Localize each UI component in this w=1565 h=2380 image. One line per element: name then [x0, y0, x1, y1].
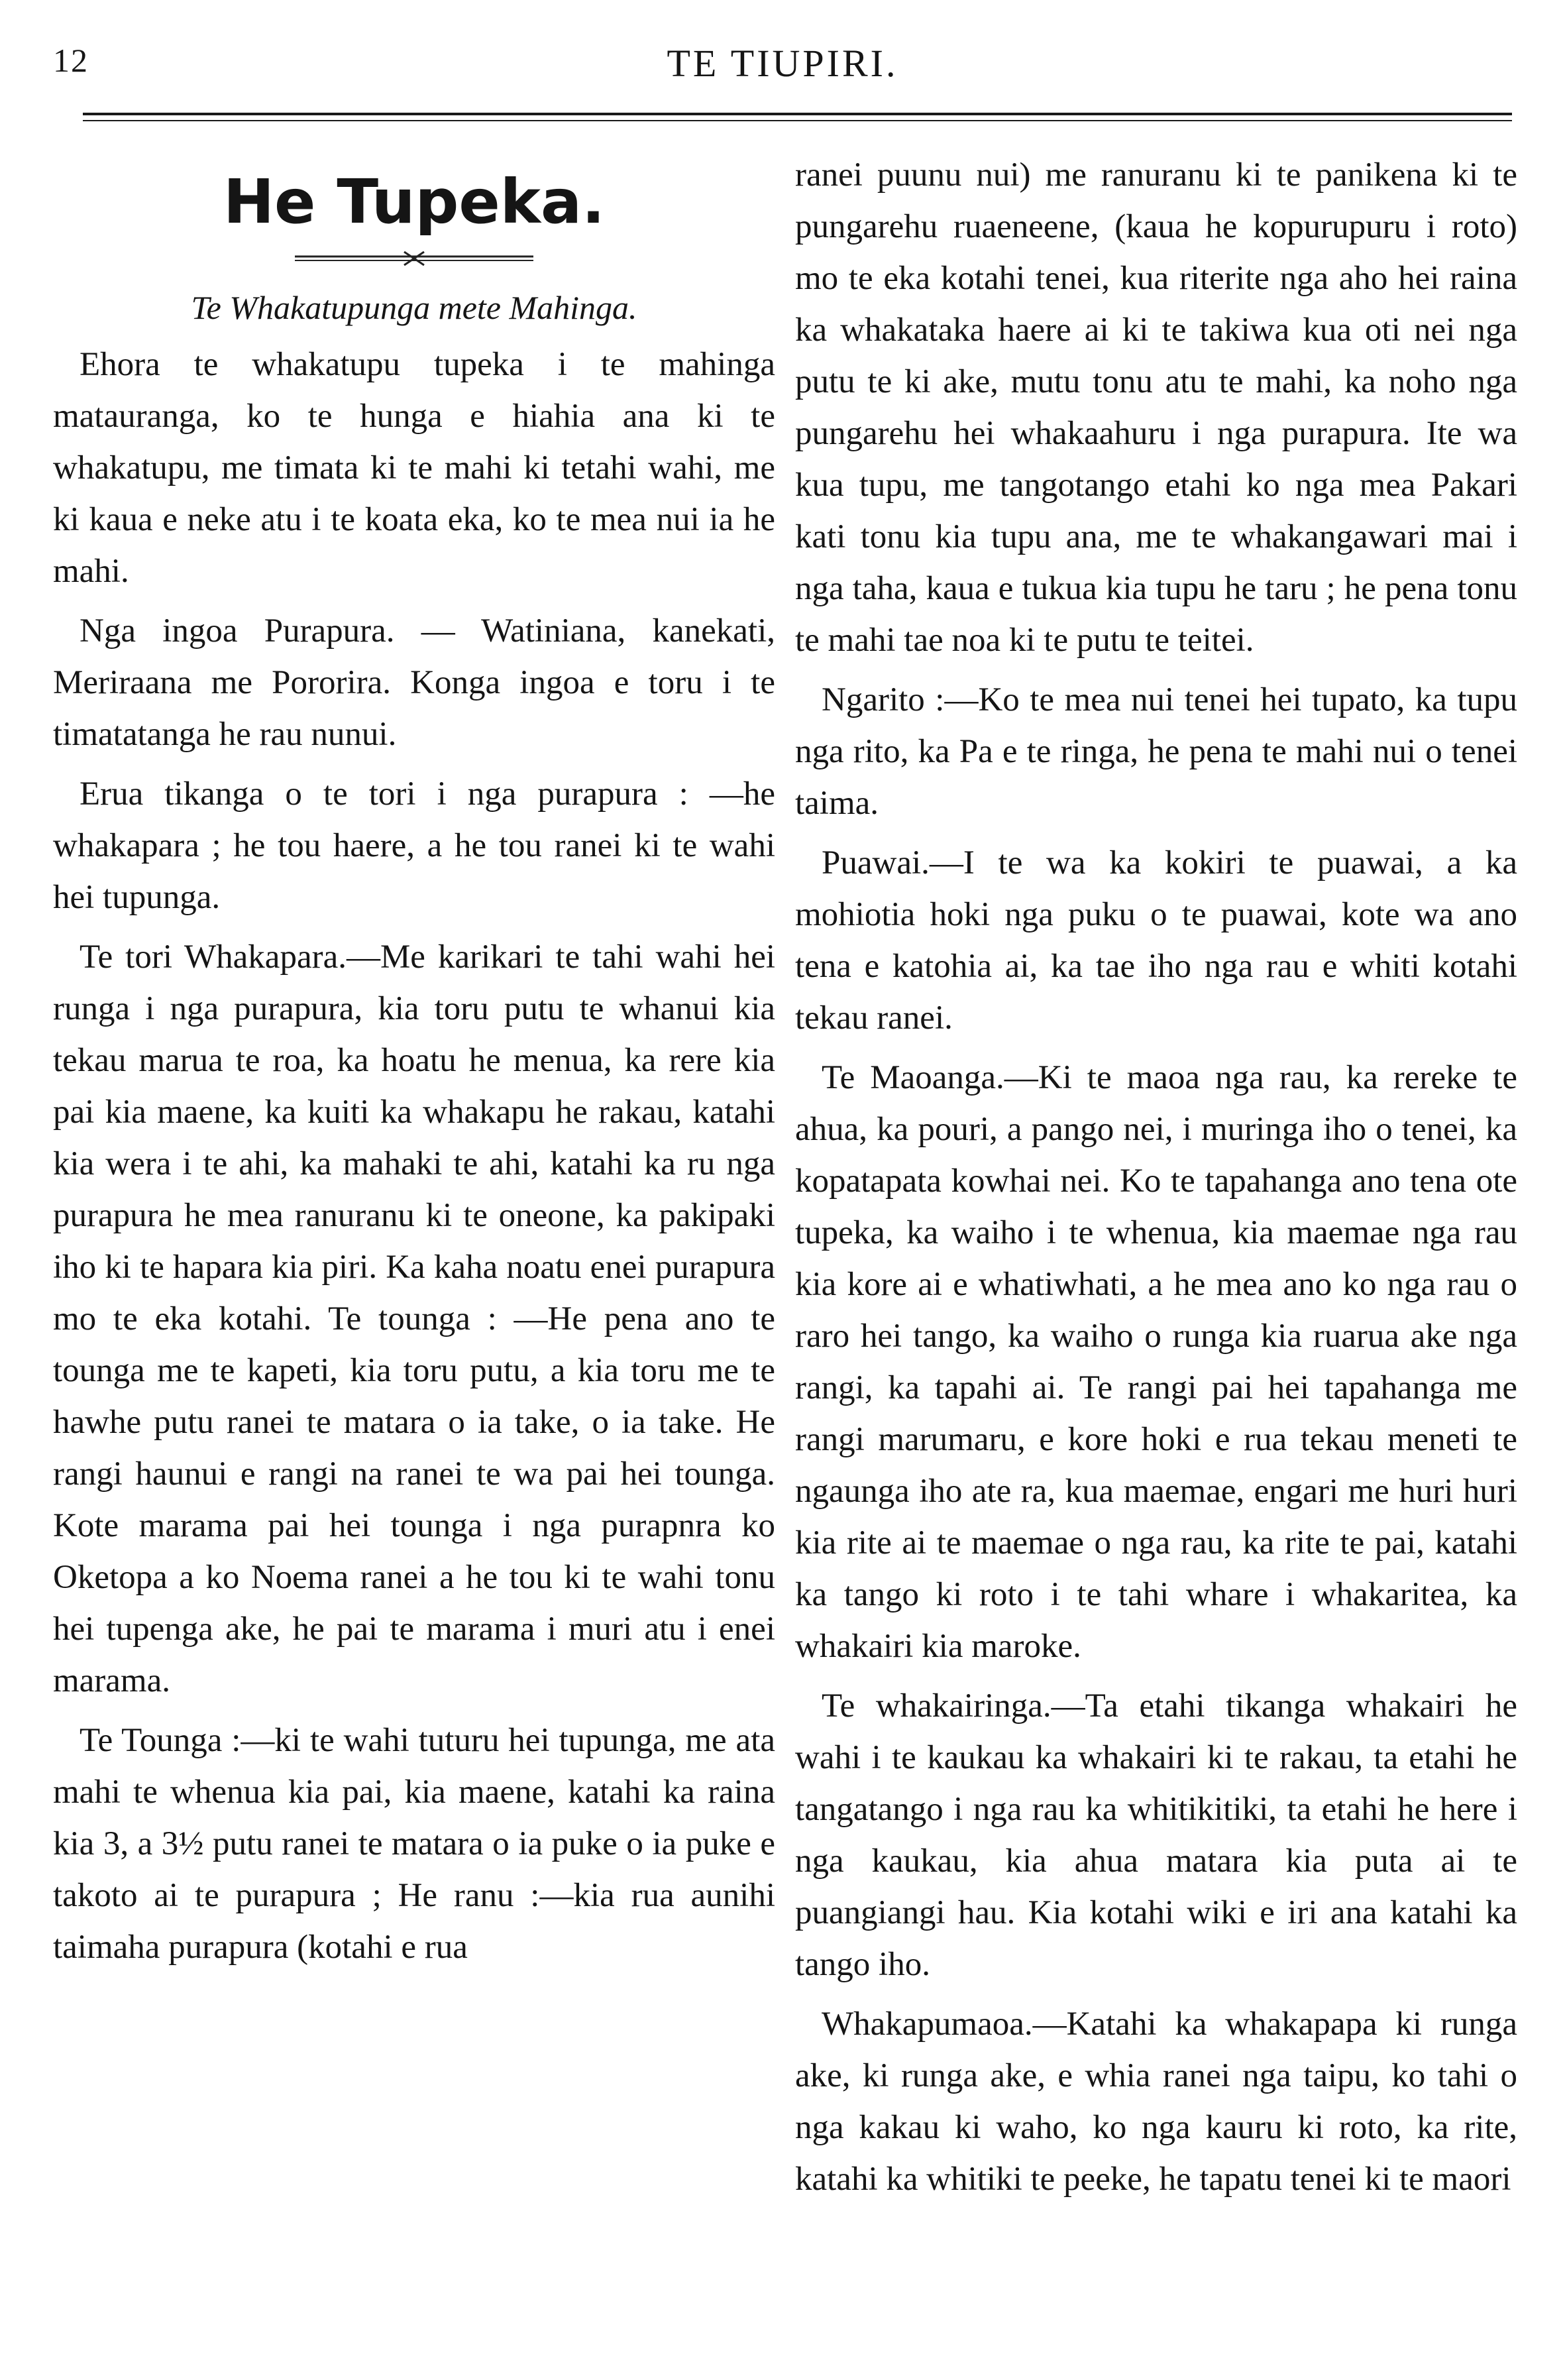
- paragraph: Whakapumaoa.—Katahi ka whakapapa ki runga ake, ki runga ake, e whia ranei nga taipu, ko tahi o nga kakau ki waho, ko nga kauru ki roto, ka rite, katahi ka whitiki te peeke, he tapatu tenei ki te maori: [795, 2006, 1517, 2198]
- paragraph: Ehora te whakatupu tupeka i te mahinga matauranga, ko te hunga e hiahia ana ki te whakatupu, me timata ki te mahi ki tetahi wahi, me ki kaua e neke atu i te koata eka, ko te mea nui ia he mahi.: [53, 346, 775, 590]
- paragraph: ranei puunu nui) me ranuranu ki te panikena ki te pungarehu ruaeneene, (kaua he kopurupuru i roto) mo te eka kotahi tenei, kua riterite nga aho hei raina ka whakataka haere ai ki te takiwa kua oti nei nga putu te ki ake, mutu tonu atu te mahi, ka noho nga pungarehu hei whakaahuru i nga purapura. Ite wa kua tupu, me tangotango etahi ko nga mea Pakari kati tonu kia tupu ana, me te whakangawari mai i nga taha, kaua e tukua kia tupu he taru ; he pena tonu te mahi tae noa ki te putu te teitei.: [795, 156, 1517, 659]
- paragraph: Te tori Whakapara.—Me karikari te tahi wahi hei runga i nga purapura, kia toru putu te whanui kia tekau marua te roa, ka hoatu he menua, ka rere kia pai kia maene, ka kuiti ka whakapu he rakau, katahi kia wera i te ahi, ka mahaki te ahi, katahi ka ru nga purapura he mea ranuranu ki te oneone, ka pakipaki iho ki te hapara kia piri. Ka kaha noatu enei purapura mo te eka kotahi. Te tounga : —He pena ano te tounga me te kapeti, kia toru putu, a kia toru me te hawhe putu ranei te matara o ia take, o ia take. He rangi haunui e rangi na ranei te wa pai hei tounga. Kote marama pai hei tounga i nga purapnra ko Oketopa a ko Noema ranei a he tou ki te wahi tonu hei tupenga ake, he pai te marama i muri atu i enei marama.: [53, 938, 775, 1699]
- title-ornament-icon: [282, 249, 547, 268]
- left-column: [53, 149, 775, 1981]
- right-column: [795, 149, 1517, 2213]
- paragraph: Erua tikanga o te tori i nga purapura : —he whakapara ; he tou haere, a he tou ranei ki te wahi hei tupunga.: [53, 775, 775, 916]
- paragraph: Ngarito :—Ko te mea nui tenei hei tupato, ka tupu nga rito, ka Pa e te ringa, he pena te mahi nui o tenei taima.: [795, 681, 1517, 822]
- paragraph: Te whakairinga.—Ta etahi tikanga whakairi he wahi i te kaukau ka whakairi ki te rakau, ta etahi he tangatango i nga rau ka whitikitiki, ta etahi he here i nga kaukau, kia ahua matara kia puta ai te puangiangi hau. Kia kotahi wiki e iri ana katahi ka tango iho.: [795, 1687, 1517, 1983]
- article-subtitle: Te Whakatupunga mete Mahinga.: [191, 289, 637, 326]
- paragraph: Te Maoanga.—Ki te maoa nga rau, ka rereke te ahua, ka pouri, a pango nei, i muringa iho o tenei, ka kopatapata kowhai nei. Ko te tapahanga ano tena ote tupeka, ka waiho i te whenua, kia maemae nga rau kia kore ai e whatiwhati, a he mea ano ko nga rau o raro hei tango, ka waiho o runga kia ruarua ake nga rangi, ka tapahi ai. Te rangi pai hei tapahanga me rangi marumaru, e kore hoki e rua tekau meneti te ngaunga iho ate ra, kua maemae, engari me huri huri kia rite ai te maemae o nga rau, ka rite te pai, katahi ka tango ki roto i te tahi whare i whakaritea, ka whakairi kia maroke.: [795, 1059, 1517, 1665]
- header-rule-thin: [83, 120, 1512, 121]
- article-title: He Tupeka.: [223, 166, 606, 237]
- paragraph: Te Tounga :—ki te wahi tuturu hei tupunga, me ata mahi te whenua kia pai, kia maene, katahi ka raina kia 3, a 3½ putu ranei te matara o ia puke o ia puke e takoto ai te purapura ; He ranu :—kia rua aunihi taimaha purapura (kotahi e rua: [53, 1722, 775, 1966]
- paragraph: Puawai.—I te wa ka kokiri te puawai, a ka mohiotia hoki nga puku o te puawai, kote wa ano tena e katohia ai, ka tae iho nga rau e whiti kotahi tekau ranei.: [795, 844, 1517, 1037]
- header-rule-thick: [83, 113, 1512, 115]
- journal-title: TE TIUPIRI.: [667, 42, 898, 85]
- running-head: [53, 41, 1512, 87]
- page-number: 12: [53, 42, 89, 79]
- paragraph: Nga ingoa Purapura. — Watiniana, kanekati, Meriraana me Pororira. Konga ingoa e toru i te timatatanga he rau nunui.: [53, 612, 775, 753]
